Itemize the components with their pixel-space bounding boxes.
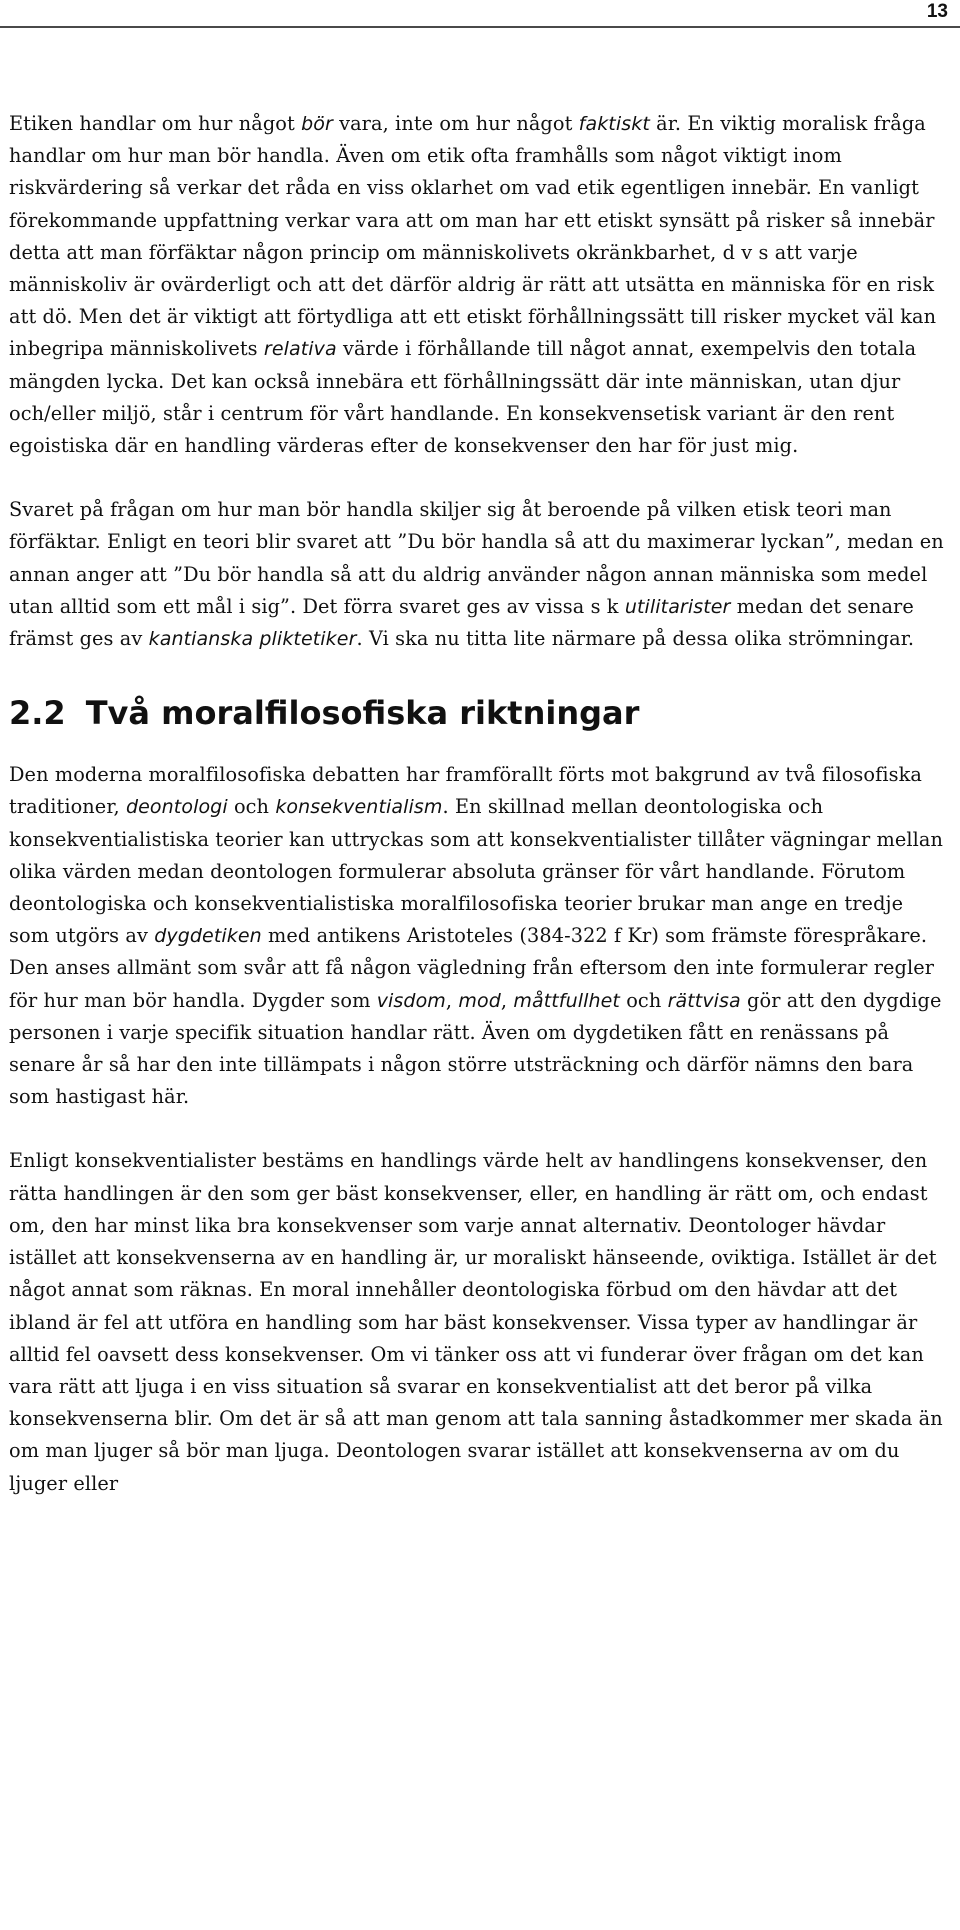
emphasis-text: deontologi <box>125 796 228 819</box>
page-number: 13 <box>926 1 948 22</box>
emphasis-text: utilitarister <box>624 595 731 618</box>
text-run: , <box>445 988 459 1012</box>
page-header <box>0 0 960 28</box>
emphasis-text: dygdetiken <box>154 925 262 948</box>
paragraph-moral-traditions <box>9 759 949 1113</box>
text-run: värde i förhållande till något annat, exempelvis den totala mängden lycka. Det kan också innebära ett förhållningssätt där inte människan, utan djur och/eller miljö, står i centrum för vårt handlande. En konsekvensetisk variant är den rent egoistiska där en handling värderas efter de konsekvenser den har för just mig. <box>9 337 917 458</box>
text-run: gör att den dygdige personen i varje specifik situation handlar rätt. Även om dygdetiken fått en renässans på senare år så har den inte tillämpats i någon större utsträckning och därför nämns den bara som hastigast här. <box>9 988 942 1109</box>
text-run: medan det senare främst ges av <box>9 594 914 651</box>
emphasis-text: konsekventialism <box>275 796 443 819</box>
paragraph-ethics-intro <box>9 108 949 462</box>
text-run: , <box>500 988 514 1012</box>
section-number: 2.2 <box>9 694 66 733</box>
text-run: Svaret på frågan om hur man bör handla skiljer sig åt beroende på vilken etisk teori man förfäktar. Enligt en teori blir svaret att ”Du bör handla så att du maximerar lyckan”, medan en annan anger att ”Du bör handla så att du aldrig använder någon annan människa som medel utan alltid som ett mål i sig”. Det förra svaret ges av vissa s k <box>9 498 944 618</box>
section-heading <box>9 693 949 733</box>
text-run: vara, inte om hur något <box>332 112 579 135</box>
section-title: Två moralfilosofiska riktningar <box>85 694 640 733</box>
emphasis-text: bör <box>301 113 333 135</box>
emphasis-text: visdom <box>376 989 446 1012</box>
emphasis-text: relativa <box>263 338 337 361</box>
paragraph-ethical-theories <box>9 494 949 655</box>
text-run: och <box>227 795 276 819</box>
text-run: med antikens Aristoteles (384-322 f Kr) som främste förespråkare. Den anses allmänt som svår att få någon vägledning från eftersom den inte formulerar regler för hur man bör handla. Dygder som <box>9 924 935 1012</box>
text-run: Den moderna moralfilosofiska debatten har framförallt förts mot bakgrund av två filosofiska traditioner, <box>9 763 923 819</box>
paragraph-consequentialism <box>9 1145 949 1499</box>
document-body <box>9 108 949 1500</box>
emphasis-text: måttfullhet <box>513 989 620 1012</box>
text-run: Enligt konsekventialister bestäms en handlings värde helt av handlingens konsekvenser, den rätta handlingen är den som ger bäst konsekvenser, eller, en handling är rätt om, och endast om, den har minst lika bra konsekvenser som varje annat alternativ. Deontologer hävdar istället att konsekvenserna av en handling är, ur moraliskt hänseende, oviktiga. Istället är det något annat som räknas. En moral innehåller deontologiska förbud om den hävdar att det ibland är fel att utföra en handling som har bäst konsekvenser. Vissa typer av handlingar är alltid fel oavsett dess konsekvenser. Om vi tänker oss att vi funderar över frågan om det kan vara rätt att ljuga i en viss situation så svarar en konsekventialist att det beror på vilka konsekvenserna blir. Om det är så att man genom att tala sanning åstadkommer mer skada än om man ljuger så bör man ljuga. Deontologen svarar istället att konsekvenserna av om du ljuger eller <box>9 1149 943 1495</box>
emphasis-text: rättvisa <box>667 989 741 1012</box>
text-run: och <box>619 988 668 1012</box>
text-run: är. En viktig moralisk fråga handlar om hur man bör handla. Även om etik ofta framhålls som något viktigt inom riskvärdering så verkar det råda en viss oklarhet om vad etik egentligen innebär. En vanligt förekommande uppfattning verkar vara att om man har ett etiskt synsätt på risker så innebär detta att man förfäktar någon princip om människolivets okränkbarhet, d v s att varje människoliv är ovärderligt och att det därför aldrig är rätt att utsätta en människa för en risk att dö. Men det är viktigt att förtydliga att ett etiskt förhållningssätt till risker mycket väl kan inbegripa människolivets <box>9 112 937 361</box>
emphasis-text: kantianska pliktetiker <box>148 628 357 651</box>
text-run: . Vi ska nu titta lite närmare på dessa olika strömningar. <box>356 627 915 651</box>
text-run: . En skillnad mellan deontologiska och konsekventialistiska teorier kan uttryckas som att konsekventialister tillåter vägningar mellan olika värden medan deontologen formulerar absoluta gränser för vårt handlande. Förutom deontologiska och konsekventialistiska moralfilosofiska teorier brukar man ange en tredje som utgörs av <box>9 795 944 948</box>
emphasis-text: faktiskt <box>578 113 650 135</box>
emphasis-text: mod <box>458 989 501 1012</box>
text-run: Etiken handlar om hur något <box>9 112 302 135</box>
